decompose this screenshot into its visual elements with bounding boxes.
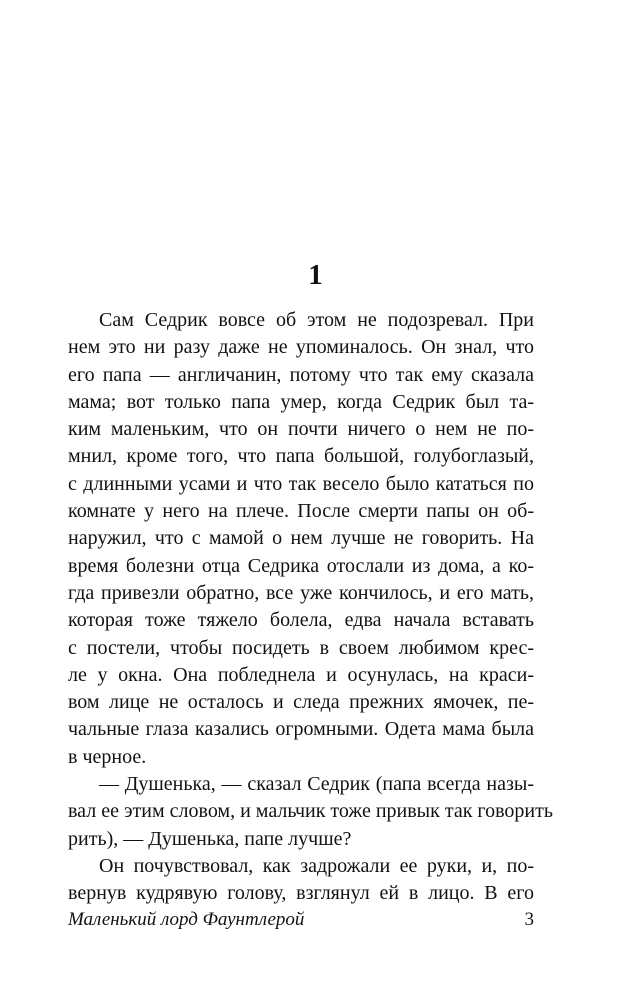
- chapter-number: 1: [308, 259, 323, 291]
- page-number: 3: [524, 909, 534, 930]
- text-line: — Душенька, — сказал Седрик (папа всегда назы-: [99, 773, 534, 796]
- text-line: с длинными усами и что так весело было кататься по: [68, 472, 534, 495]
- text-line: комнате у него на плече. После смерти папы он об-: [68, 500, 534, 523]
- text-line: ким маленьким, что он почти ничего о нем не по-: [68, 418, 534, 441]
- text-line: рить), — Душенька, папе лучше?: [68, 827, 352, 850]
- text-line: вернув кудрявую голову, взглянул ей в лицо. В его: [68, 882, 534, 905]
- text-line: чальные глаза казались огромными. Одета мама была: [68, 718, 534, 741]
- text-line: Сам Седрик вовсе об этом не подозревал. При: [99, 309, 534, 331]
- text-line: мама; вот только папа умер, когда Седрик был та-: [68, 390, 534, 413]
- running-title: Маленький лорд Фаунтлерой: [68, 909, 305, 930]
- text-line: гда привезли обратно, все уже кончилось, и его мать,: [68, 581, 534, 604]
- text-line: Он почувствовал, как задрожали ее руки, и, по-: [99, 854, 534, 877]
- text-line: в черное.: [68, 745, 147, 768]
- text-line: нем это ни разу даже не упоминалось. Он знал, что: [68, 336, 534, 359]
- text-line: с постели, чтобы посидеть в своем любимом крес-: [68, 636, 534, 659]
- text-line: время болезни отца Седрика отослали из дома, а ко-: [68, 554, 534, 577]
- text-line: вал ее этим словом, и мальчик тоже привык так говорить: [68, 800, 553, 823]
- text-line: которая тоже тяжело болела, едва начала вставать: [68, 609, 534, 632]
- text-line: наружил, что с мамой о нем лучше не говорить. На: [68, 527, 534, 550]
- text-line: вом лице не осталось и следа прежних ямочек, пе-: [68, 691, 534, 714]
- text-line: его папа — англичанин, потому что так ему сказала: [68, 363, 534, 386]
- text-line: мнил, кроме того, что папа большой, голубоглазый,: [68, 445, 534, 468]
- text-line: ле у окна. Она побледнела и осунулась, на краси-: [68, 663, 534, 686]
- body-text: [68, 307, 553, 908]
